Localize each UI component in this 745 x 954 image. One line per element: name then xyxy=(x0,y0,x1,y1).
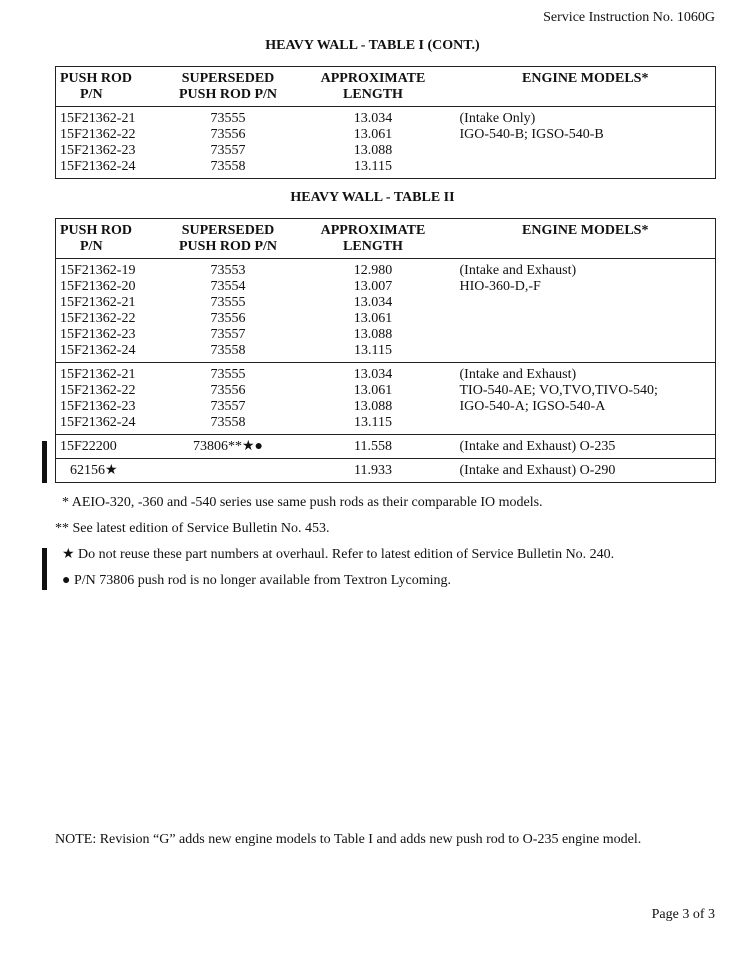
table1-header-row xyxy=(56,67,716,107)
table-row: 15F21362-21 73555 13.034 xyxy=(60,295,393,310)
table-row: 15F21362-20 73554 13.007 HIO-360-D,-F xyxy=(60,279,541,294)
col-header-engine-models: ENGINE MODELS* xyxy=(522,71,649,86)
table-row: 15F21362-21 73555 13.034 (Intake and Exhaust) xyxy=(60,367,577,382)
footnote-asterisk: * AEIO-320, -360 and -540 series use same push rods as their comparable IO models. xyxy=(62,495,543,510)
table-row-o290: 62156★ 11.933 (Intake and Exhaust) O-290 xyxy=(70,463,616,478)
table-row: 15F21362-19 73553 12.980 (Intake and Exhaust) xyxy=(60,263,577,278)
revision-bar xyxy=(42,441,47,483)
table-row: 15F21362-24 73558 13.115 xyxy=(56,343,716,363)
table2-title: HEAVY WALL - TABLE II xyxy=(290,190,455,205)
table-row: 15F21362-21 73555 13.034 (Intake Only) xyxy=(60,111,536,126)
footnote-star: ★ Do not reuse these part numbers at overhaul. Refer to latest edition of Service Bulletin No. 240. xyxy=(62,547,615,562)
col-header-engine-models: ENGINE MODELS* xyxy=(522,223,649,238)
footnote-double-asterisk: ** See latest edition of Service Bulletin No. 453. xyxy=(55,521,330,536)
table2-header-row xyxy=(56,219,716,259)
col-header-pushrod-pn: PUSH ROD P/N xyxy=(60,223,132,254)
table1 xyxy=(55,66,716,179)
revision-note: NOTE: Revision “G” adds new engine models to Table I and adds new push rod to O-235 engine model. xyxy=(55,832,642,847)
col-header-superseded: SUPERSEDED PUSH ROD P/N xyxy=(179,223,277,254)
table-row: 15F21362-24 73558 13.115 xyxy=(60,159,392,174)
col-header-superseded: SUPERSEDED PUSH ROD P/N xyxy=(179,71,277,102)
table-row: 15F21362-22 73556 13.061 IGO-540-B; IGSO-540-B xyxy=(60,127,604,142)
col-header-length: APPROXIMATE LENGTH xyxy=(320,71,426,102)
document-number: Service Instruction No. 1060G xyxy=(543,10,715,25)
table1-title: HEAVY WALL - TABLE I (CONT.) xyxy=(265,38,480,53)
table-row: 15F21362-23 73557 13.088 IGO-540-A; IGSO-540-A xyxy=(60,399,606,414)
page-number: Page 3 of 3 xyxy=(651,907,715,922)
table2 xyxy=(55,218,716,483)
table-row: 15F21362-24 73558 13.115 xyxy=(56,415,716,435)
table-row: 15F21362-23 73557 13.088 xyxy=(60,327,393,342)
col-header-pushrod-pn: PUSH ROD P/N xyxy=(60,71,132,102)
table-row-o235: 15F22200 73806**★● 11.558 (Intake and Exhaust) O-235 xyxy=(56,435,716,459)
revision-bar xyxy=(42,548,47,590)
table-row: 15F21362-22 73556 13.061 xyxy=(60,311,393,326)
col-header-length: APPROXIMATE LENGTH xyxy=(320,223,426,254)
footnote-bullet: ● P/N 73806 push rod is no longer available from Textron Lycoming. xyxy=(62,573,452,588)
table-row: 15F21362-22 73556 13.061 TIO-540-AE; VO,TVO,TIVO-540; xyxy=(60,383,658,398)
table-row: 15F21362-23 73557 13.088 xyxy=(60,143,393,158)
